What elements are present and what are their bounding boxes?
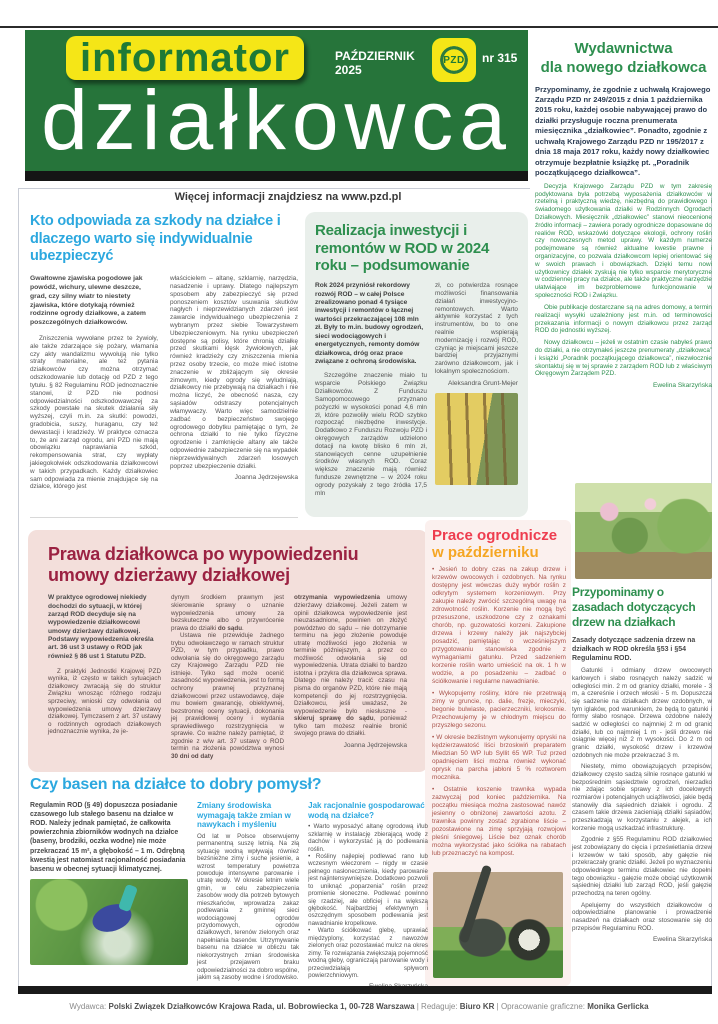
text-emphasis: 30 dni od daty [171,752,214,760]
top-rule [0,26,718,28]
article-investments-col2 [435,282,518,497]
body-paragraph: Z praktyki Jednostki Krajowej PZD wynika, iż często w takich sytuacjach działkowcy zwracają się do struktur Związku wnosząc różnego rodzaju sprzeciwy, wnioski czy odwołania od wypowiedzenia umowy dzierżawy działkowej. Tymczasem z art. 37 ustawy o rodzinnych ogrodach działkowych jednoznacznie wynika, że je- [48,667,161,736]
title-line-2: w październiku [432,544,539,562]
article-insurance-col1 [30,275,158,491]
article-insurance-body1: Zniszczenia wywołane przez te żywioły, ale także zdarzające się pożary, włamania czy akty wandalizmu wywołują nie tylko straty materialne, ale też pytania działkowców czy można otrzymać odszkodowanie lub dotację od PZD z tego tytułu. § 82 Regulaminu ROD jednoznacznie stanowi, iż PZD nie podnosi odpowiedzialności odszkodowawczej za szkody powstałe na skutek działania siły wyższej, czyli m.in. za skutki: powodzi, gradobicia, suszy, huraganu, czy też dewastacji i kradzieży. W praktyce oznacza to, że ani zarząd ogrodu, ani PZD nie mają obowiązku naprawiania szkód, rekompensowania strat, czy wypłaty jakiegokolwiek odszkodowania działkowcowi w takich przypadkach. Każdy działkowiec sam odpowiada za mienie znajdujące się na działce, którego jest [30,335,158,491]
lead-part: . [637,168,641,178]
masthead-black-bar [25,171,528,181]
water-management-subheading: Jak racjonalnie gospodarować wodą na działce? [308,801,425,820]
article-october-works [432,527,566,867]
photo-orchard-tree [575,483,712,579]
october-bullet: • Ostatnie koszenie trawnika wypada zazwyczaj pod koniec października. Na początku miesiąca można zastosować nawóz jesienny o obniżonej zawartości azotu. Z trawnika powinny zostać zgrabione liście – pozostawione na zimę sprzyjają rozwojowi pleśni śniegowej. Liście bez oznak chorób można wykorzystać jako ściółka na rabatach lub przeznaczyć na kompost. [432,785,566,857]
body-paragraph [171,594,284,632]
article-insurance [30,213,298,515]
footer-publisher: Polski Związek Działkowców Krajowa Rada, ul. Bobrowiecka 1, 00-728 Warszawa [108,1002,415,1011]
article-trees-lead: Zasady dotyczące sadzenia drzew na działkach w ROD określa §53 i §54 Regulaminu ROD. [572,637,696,663]
bottom-black-bar [18,986,712,994]
article-pool [30,776,428,984]
article-publications-lead [535,85,712,179]
masthead-kicker: informator [80,36,290,80]
article-pool-col3 [308,801,428,990]
water-bullet: • Rośliny najlepiej podlewać rano lub wczesnym wieczorem – nigdy w czasie pełnego nasłonecznienia, kiedy parowanie jest najintensywniejsze. Dodatkowo pozwoli to uniknąć „poparzenia” roślin przez promienie słoneczne. Podlewać powinno się rzadziej, ale obficiej i na większą głębokość. Najbardziej efektywnym i oszczędnym sposobem podlewania jest nawadnianie kropelkowe. [308,852,428,927]
article-lease-col1 [48,594,161,760]
lead-part: Przypominamy, że zgodnie z uchwałą Krajowego Zarządu PZD nr 249/2015 z dnia 1 października 2015 roku, każdej osobie nabywającej prawo do działki przysługuje [535,84,711,125]
issue-date: PAŹDZIERNIK 2025 [335,49,415,77]
article-lease-title: Prawa działkowca po wypowiedzeniu umowy dzierżawy działkowej [48,544,359,586]
body-paragraph: Nowy działkowcu – jeżeli w ostatnim czasie nabyłeś prawo do działki, a nie otrzymałeś jeszcze prenumeraty „działkowca” i książki „Poradnik początkującego działkowca”, niezwłocznie skontaktuj się w tej sprawie z zarządem ROD lub z właściwym Okręgowym Zarządem PZD. [535,339,712,378]
october-bullet: • Jesień to dobry czas na zakup drzew i krzewów owocowych i ozdobnych. Na rynku dostępny jest wówczas duży wybór roślin z odkrytym systemem korzeniowym. Przy zakupie należy zwrócić szczególną uwagę na zdrowotność roślin. Korzenie nie mogą być przesuszone, uszkodzone czy z oznakami chorób, np. guzowatości korzeni. Zakupione drzewa i krzewy należy jak najszybciej posadzić, pamiętając o wcześniejszym przygotowaniu stanowiska zgodnie z wymaganiami gatunku. Przed sadzeniem korzenie roślin warto umieścić na ok. 1 h w wodzie, a po posadzeniu – zadbać o ściółkowanie i regularne nawadnianie. [432,565,566,685]
text-part: umowy dzierżawy działkowej. Jeżeli zatem w opinii działkowca wypowiedzenie jest nieuzasadnione, powinien on złożyć powództwo do sądu – nie dotrzymanie terminu na jego złożenie powoduje utratę możliwości jego złożenia w terminie późniejszym, a przez co możliwość odwołania się od wypowiedzenia. Utrata działki to bardzo istotna i przykra dla działkowca sprawa. Dlatego nie należy tracić czasu na pisma do organów PZD, które nie mają kompetencji do jej rozstrzygnięcia. Działkowcu, jeśli uważasz, że wypowiedzenie było niesłuszne - [294,594,407,715]
body-paragraph: Obie publikacje dostarczane są na adres domowy, a termin realizacji wysyłki uzależniony jest m.in. od terminowości przekazania informacji o nowym działkowcu przez zarząd ROD do jednostki wyższej. [535,303,712,335]
lead-emphasis: „Poradnik początkującego działkowca” [535,157,690,178]
article-lease-col3 [294,594,407,760]
article-lease [28,530,428,772]
october-bullet: • Wykopujemy rośliny, które nie przetrwają zimy w gruncie, np. dalie, frezje, mieczyki, begonie bulwiaste, pacierzeczniki, krokosmie. Przechowujemy je w chłodnym miejscu do przyszłego sezonu. [432,689,566,729]
text-emphasis: skieruj sprawę do sądu [294,715,374,723]
article-insurance-title: Kto odpowiada za szkody na działce i dlaczego warto się indywidualnie ubezpieczyć [30,213,281,265]
article-pool-col2 [197,801,299,990]
body-paragraph: Decyzja Krajowego Zarządu PZD w tym zakresie podyktowana była potrzebą wyposażenia działkowców w rzetelną i praktyczną wiedzę, niezbędną do prawidłowego i świadomego użytkowania działki w Rodzinnych Ogrodach Działkowych. Miesięcznik „działkowiec” stanowi nieocenione źródło informacji – zawiera porady ogrodnicze dopasowane do realiów ROD, wskazówki dotyczące ekologii, ochrony roślin czy nowoczesnych metod uprawy. W każdym numerze podejmowane są również aktualne kwestie prawne i organizacyjne, co pozwala działkowcom lepiej orientować się w swoich prawach i obowiązkach. Dzięki temu nowi użytkownicy działek zyskują nie tylko wsparcie merytoryczne w codziennej pracy na działce, ale także praktyczne narzędzie ułatwiające im bezproblemowe funkcjonowanie w społeczności ROD i Związku. [535,182,712,300]
photo-garden-watering [30,879,188,965]
article-author: Joanna Jędrzejewska [234,474,298,482]
article-investments-col1 [315,282,427,497]
article-publications-body [535,183,712,390]
article-author: Joanna Jędrzejewska [343,741,407,749]
article-trees-title: Przypominamy o zasadach dotyczących drzew na działkach [572,585,696,629]
footer-editor: Biuro KR [459,1002,495,1011]
article-investments-cont: zł, co potwierdza rosnące możliwości finansowania działań inwestycyjno-remontowych. Warto aktywnie korzystać z tych instrumentów, bo to one realnie wspierają modernizację i rozwój ROD, czyniąc je miejscami jeszcze bardziej przyjaznymi zarówno działkowcom, jak i lokalnym społecznościom. [435,282,518,375]
article-insurance-body2: właścicielem – altanę, szklarnię, narzędzia, nasadzenie i uprawy. Dlatego najlepszym sposobem aby zabezpieczyć się przed ponoszeniem kosztów usuwania skutków nagłych i nieprzewidzianych zdarzeń jest zawarcie indywidualnego ubezpieczenia z wybranym przez siebie Towarzystwem Ubezpieczeniowym. Na rynku ubezpieczeń dostępne są polisy, które chronią działkę przed skutkami klęsk żywiołowych, jak również kradzieży czy zniszczenia mienia przez osoby trzecie, co może mieć istotne znaczenie w zbliżającym się okresie zimowym, kiedy ogrody się wyludniają, działkowcy nie przebywają na działkach i nie można liczyć, że obecność nasza, czy sąsiadów odstraszy potencjalnych włamywaczy. Warto więc samodzielnie zadbać o bezpieczeństwo swojego ogrodowego dobytku pamiętając o tym, że ochrona działki to nie tylko fizyczne ogrodzenie i zamknięcie altany ale także odpowiednie zabezpieczenie się na wypadek nieprzewidywalnych zdarzeń losowych poprzez ubezpieczenie działki. [170,275,298,470]
article-publications [535,40,712,478]
environment-subheading: Zmiany środowiska wymagają także zmian w nawykach i myśleniu [197,801,291,830]
article-investments-body: Szczególne znaczenie miało tu wsparcie Polskiego Związku Działkowców. Z Funduszu Samopomocowego przyznano pożyczki w wysokości ponad 4,6 mln zł, które pozwoliły wielu ROD szybko rozpocząć niezbędne inwestycje. Dodatkowo z Funduszu Rozwoju PZD i okręgowych zarządów udzielono dotacji na kwotę blisko 6 mln zł, stanowiących cenne uzupełnienie środków własnych ROD. Coraz większe znaczenie mają również fundusze zewnętrzne – w 2024 roku ogrody pozyskały z tego źródła 17,5 mln [315,372,427,497]
october-bullet: • W okresie bezlistnym wykonujemy opryski na kędzierzawatość liści brzoskwiń preparatem Miedzian 50 WP lub Syllit 65 WP. Tuż przed opadnięciem liści można również wykonać oprysk na parcha jabłoni 5 % roztworem mocznika. [432,733,566,781]
lead-emphasis: roczna prenumerata miesięcznika „działkowiec” [535,115,678,136]
body-paragraph: Niestety, mimo obowiązujących przepisów, działkowcy często sadzą silnie rosnące gatunki w bezpośrednim sąsiedztwie ogrodzeń, nierzadko nie zdając sobie sprawy z ich docelowych rozmiarów i potencjalnych uciążliwości, jakie będą stanowiły dla sąsiednich działek i ogrodu. Z czasem takie drzewa zacieniają działki sąsiadów, przeszkadzają w korzystaniu z alejek, a ich korzenie mogą uszkadzać infrastrukturę. [572,763,712,832]
body-paragraph [294,594,407,737]
title-line-1: Prace ogrodnicze [432,527,558,544]
article-insurance-col2 [170,275,298,491]
article-trees [572,585,712,977]
imprint-footer [0,1002,718,1011]
article-october-title [432,527,566,562]
body-paragraph: Zgodnie z §55 Regulaminu ROD działkowiec jest zobowiązany do cięcia i prześwietlania drzew i krzewów w taki sposób, aby gałęzie nie przekraczały granic działki. Jeżeli po wyznaczeniu odpowiedniego terminu działkowiec nie dopełni tego obowiązku - gałęzie może obciąć użytkownik sąsiedniej działki lub zarząd ROD, jeśli gałęzie przechodzą na teren ogólny. [572,836,712,898]
footer-label: | Opracowanie graficzne: [494,1002,588,1011]
text-part: dynym środkiem prawnym jest skierowanie sprawy o uznanie wypowiedzenia umowy za bezskuteczne albo o przywrócenie prawa do działki [171,594,284,632]
water-bullet: • Warto wyposażyć altanę ogrodową i/lub szklarnię w instalację zbierającą wodę z dachów i wykorzystać ją do podlewania roślin. [308,823,428,853]
article-investments-title: Realizacja inwestycji i remontów w ROD w 2024 roku – podsumowanie [315,222,490,275]
article-insurance-lead: Gwałtowne zjawiska pogodowe jak powódź, wichury, ulewne deszcze, grad, czy silny wiatr to niestety zjawiska, które dotykają również rodzinne ogrody działkowe, a zatem poszczególnych działkowców. [30,275,146,327]
photo-building-renovation [435,393,518,485]
section-divider [30,517,298,518]
article-lease-lead: W praktyce ogrodowej niekiedy dochodzi do sytuacji, w której zarząd ROD decyduje się na wypowiedzenie działkowcowi umowy dzierżawy działkowej. Podstawy wypowiedzenia określa art. 36 ust 3 ustawy o ROD jak również § 86 ust 1 Statutu PZD. [48,594,154,660]
body-paragraph: Apelujemy do wszystkich działkowców o odpowiedzialne planowanie i prowadzenie nasadzeń na działkach oraz stosowanie się do przepisów Regulaminu ROD. [572,901,712,932]
frame-left-border [18,188,19,986]
footer-label: Wydawca: [69,1002,109,1011]
text-part: . [242,624,244,632]
article-author: Ewelina Skarzyńska [652,936,712,944]
article-author: Aleksandra Grunt-Mejer [448,379,518,387]
text-part: , ponieważ tylko tam możesz realnie bronić swojego prawa do działki. [294,715,407,738]
website-tagline: Więcej informacji znajdziesz na www.pzd.pl [174,191,402,203]
water-bullet: • Warto ściółkować glebę, uprawiać międzyplony, korzystać z nawozów zielonych oraz pozostawiać mulcz na okres zimy. Te rozwiązania zwiększają pojemność wodną gleby, ograniczają parowanie wody i przeciwdziałają spływom powierzchniowym. [308,927,428,979]
sprinkler-hose-shape [118,884,138,913]
issue-number: nr 315 [482,51,518,65]
body-paragraph: Od lat w Polsce obserwujemy permanentną suszę letnią. Na złą sytuację wodną wpływają również bezśnieżne zimy i suche jesienie, a wzrost temperatury powietrza powoduje intensywne parowanie i utratę wody. W okresie letnim wiele gmin, w celu zabezpieczenia zasobów wody dla potrzeb bytowych mieszkańców, wprowadza zakaz podlewania z gminnej sieci wodociągowej ogrodów przydomowych, ogrodów działkowych, terenów zielonych oraz napełniania basenów. Utrzymywanie basenu na działce w obliczu tak niekorzystnych zmian środowiska jest przejawem braku odpowiedzialności za dobro wspólne, jakim są zasoby wodne i środowisko. [197,832,300,982]
lawnmower-handle-shape [459,865,492,944]
lead-part: . Ponadto, zgodnie z uchwałą Krajowego Zarządu PZD nr 195/2017 z dnia 18 maja 2017 roku, każdy nowy działkowiec otrzymuje bezpłatnie książkę pt. [535,126,710,167]
footer-label: | Redaguje: [414,1002,460,1011]
photo-lawnmower [433,872,563,978]
text-part: Ustawa nie przewiduje żadnego trybu odwoławczego w ramach struktur PZD, w tym przypadku, prawo odwołania się do okręgowego zarządu czy Krajowego Zarządu PZD nie istnieje. Tylko sąd może ocenić zasadność wypowiedzenia, jest to formą ochrony prawnej przyznanej działkowcowi przez ustawodawcę, daje mu bowiem gwarancję, obiektywnej, bezstronnej oceny sytuacji, dokonania jej prawidłowej oceny i wydania sprawiedliwego rozstrzygnięcia w sprawie. Co ważne należy pamiętać, iż zgodnie z w/w art. 37 ustawy o ROD termin na złożenia powództwa wynosi [171,632,284,753]
body-paragraph [171,632,284,760]
article-publications-title [535,40,712,78]
body-paragraph: Gatunki i odmiany drzew owocowych karłowych i słabo rosnących należy sadzić w odległości min. 2 m od granicy działki, morele - 3 m, a czereśnie i orzech włoski - 5 m. Dopuszcza się sadzenie na działkach drzew ozdobnych, w tym iglaków, pod warunkiem, że będą to gatunki i formy słabo rosnące. Drzewa ozdobne należy sadzić w odległości co najmniej 2 m od granic działki, lub co najmniej 1 m - jeśli drzewo nie osiągnie więcej niż 2 m wysokości. Do 2 m od granic działki, wysokość drzew i krzewów ozdobnych nie może przekraczać 3 m. [572,667,712,759]
title-line-2: dla nowego działkowca [540,58,707,76]
text-emphasis: otrzymania wypowiedzenia [294,594,381,602]
article-investments [305,212,528,517]
text-emphasis: do sądu [217,624,243,632]
article-author: Ewelina Skarzyńska [652,382,712,390]
article-pool-title: Czy basen na działce to dobry pomysł? [30,776,322,793]
article-pool-lead: Regulamin ROD (§ 49) dopuszcza posiadanie czasowego lub stałego basenu na działce w ROD. Należy jednak pamiętać, że całkowita powierzchnia zbiorników wodnych na działce (baseny, brodziki, oczka wodne) nie może przekraczać 15 m², a głębokość – 1 m. Odrębną kwestią jest natomiast racjonalność posiadania basenu w obecnej sytuacji klimatycznej. [30,802,186,873]
article-investments-lead: Rok 2024 przyniósł rekordowy rozwój ROD – w całej Polsce zrealizowano ponad 4 tysiące inwestycji i remontów o łącznej wartości przekraczającej 108 mln zł. Były to m.in. budowy ogrodzeń, sieci wodociągowych i energetycznych, remonty domów działkowca, dróg oraz prace związane z ochroną środowiska. [315,282,424,365]
frame-top-border [18,188,530,189]
masthead-title: działkowca [41,73,512,167]
article-pool-col1 [30,801,188,990]
title-line-1: Wydawnictwa [574,40,673,57]
footer-designer: Monika Gerlicka [587,1002,649,1011]
pzd-logo-text: PZD [443,54,465,66]
article-lease-col2 [171,594,284,760]
